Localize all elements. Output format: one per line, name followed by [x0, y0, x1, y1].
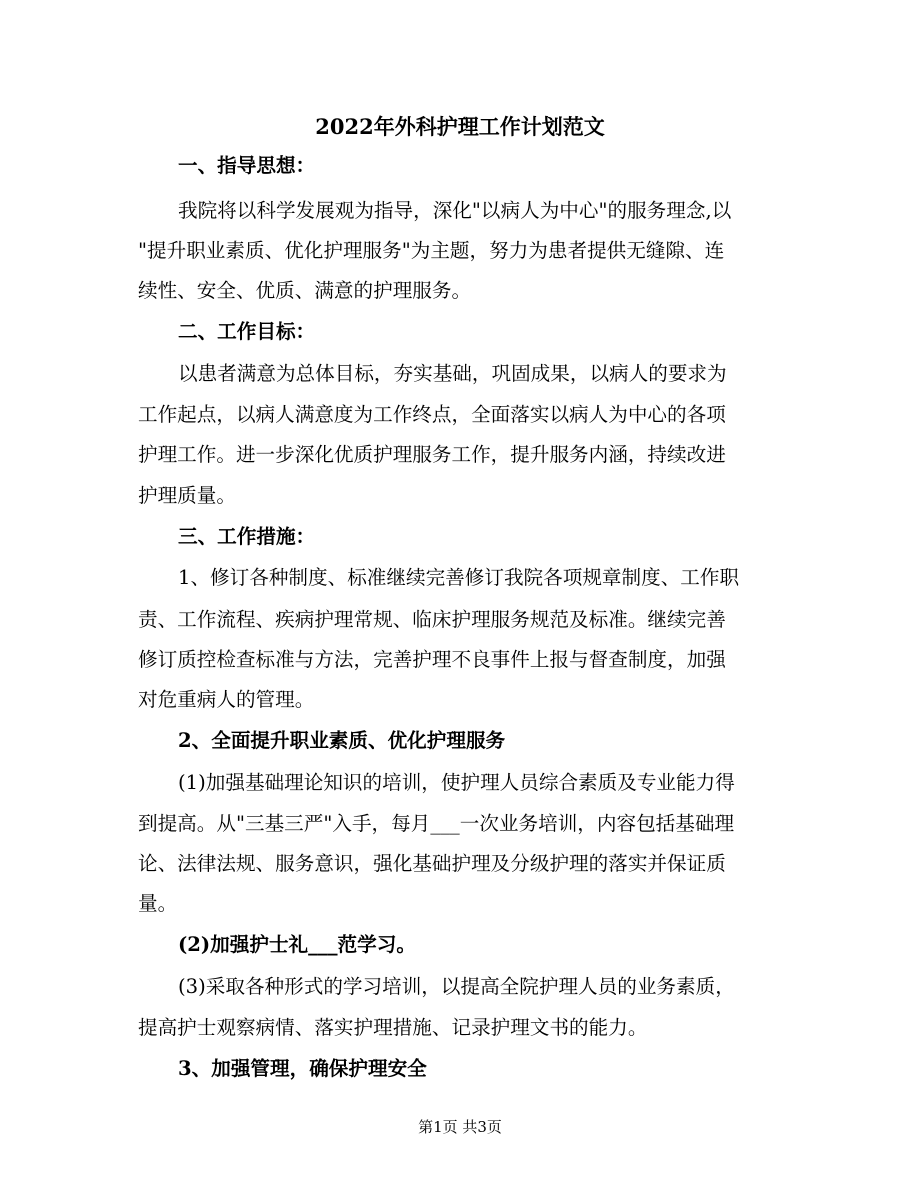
paragraph-line: 我院将以科学发展观为指导，深化"以病人为中心"的服务理念,以 [178, 199, 732, 222]
document-title: 2022年外科护理工作计划范文 [315, 114, 605, 139]
paragraph-line: (3)采取各种形式的学习培训，以提高全院护理人员的业务素质， [178, 975, 735, 998]
paragraph-line: 1、修订各种制度、标准继续完善修订我院各项规章制度、工作职 [178, 566, 740, 589]
page-footer: 第1页 共3页 [418, 1118, 502, 1136]
paragraph-line: 到提高。从"三基三严"入手，每月___一次业务培训，内容包括基础理 [138, 812, 735, 835]
paragraph-line: 量。 [138, 892, 178, 915]
paragraph-line: 提高护士观察病情、落实护理措施、记录护理文书的能力。 [138, 1016, 648, 1039]
subheading-improve-quality: 2、全面提升职业素质、优化护理服务 [178, 729, 506, 752]
paragraph-line: 续性、安全、优质、满意的护理服务。 [138, 279, 472, 302]
heading-work-measures: 三、工作措施： [178, 525, 316, 548]
paragraph-line: 责、工作流程、疾病护理常规、临床护理服务规范及标准。继续完善 [138, 608, 726, 631]
paragraph-line: 护理质量。 [138, 484, 236, 507]
paragraph-line: 以患者满意为总体目标，夯实基础，巩固成果，以病人的要求为 [178, 362, 727, 385]
paragraph-line: 工作起点，以病人满意度为工作终点，全面落实以病人为中心的各项 [138, 403, 726, 426]
paragraph-line: 修订质控检查标准与方法，完善护理不良事件上报与督查制度，加强 [138, 648, 726, 671]
paragraph-line: "提升职业素质、优化护理服务"为主题，努力为患者提供无缝隙、连 [138, 239, 725, 262]
heading-work-goal: 二、工作目标： [178, 320, 316, 343]
paragraph-line: 论、法律法规、服务意识，强化基础护理及分级护理的落实并保证质 [138, 852, 726, 875]
paragraph-line: 护理工作。进一步深化优质护理服务工作，提升服务内涵，持续改进 [138, 443, 726, 466]
heading-guiding-thought: 一、指导思想： [178, 154, 316, 177]
subheading-safety-management: 3、加强管理，确保护理安全 [178, 1057, 427, 1080]
paragraph-line: (1)加强基础理论知识的培训，使护理人员综合素质及专业能力得 [178, 771, 735, 794]
subheading-etiquette-study: (2)加强护士礼___范学习。 [178, 933, 416, 956]
paragraph-line: 对危重病人的管理。 [138, 688, 315, 711]
